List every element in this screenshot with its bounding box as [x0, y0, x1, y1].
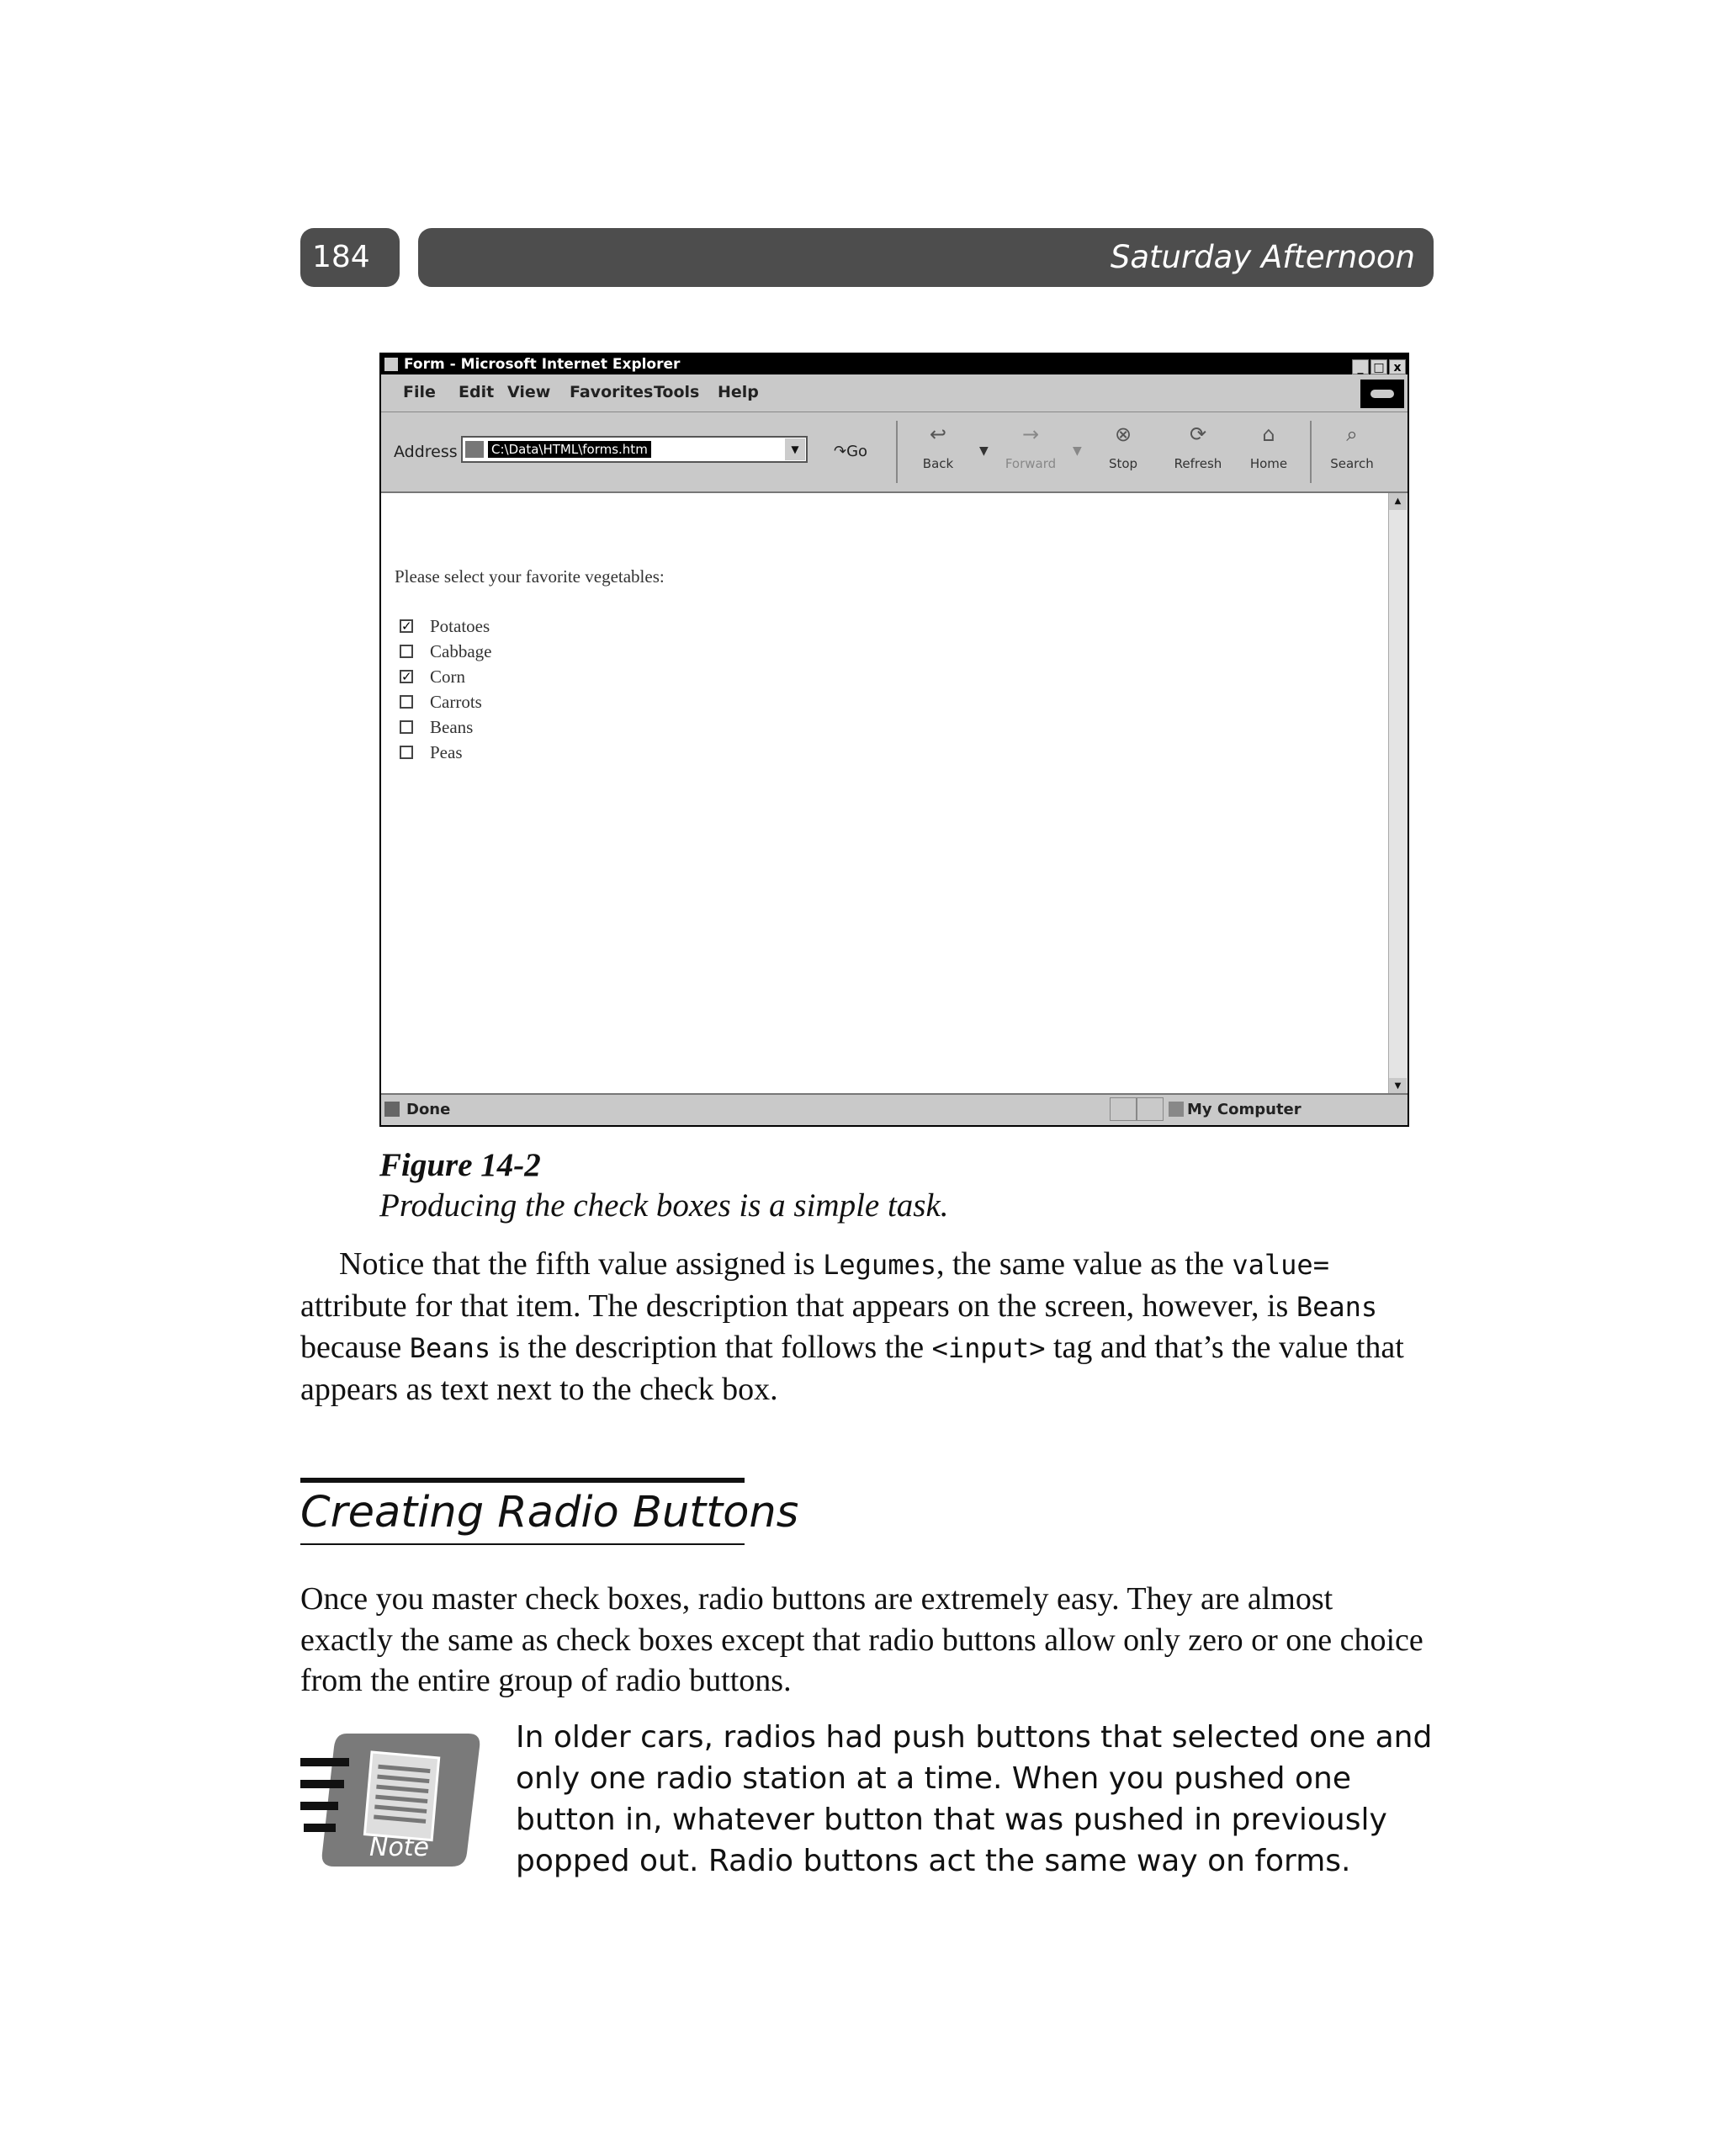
window-title: Form - Microsoft Internet Explorer — [404, 356, 681, 373]
forward-button[interactable] — [1000, 422, 1061, 471]
section-heading: Creating Radio Buttons — [300, 1488, 799, 1537]
maximize-button[interactable]: □ — [1370, 359, 1387, 374]
figure-caption: Producing the check boxes is a simple task. — [379, 1187, 949, 1224]
toolbar-separator — [896, 421, 898, 483]
search-button[interactable] — [1322, 422, 1382, 471]
menu-view[interactable]: View — [507, 383, 551, 401]
status-zone: My Computer — [1187, 1101, 1302, 1118]
status-done: Done — [406, 1101, 451, 1118]
page-content — [381, 493, 1389, 1095]
toolbar-separator — [1310, 421, 1312, 483]
checkbox-peas-box[interactable] — [400, 746, 413, 759]
menu-edit[interactable]: Edit — [459, 383, 495, 401]
stop-label: Stop — [1108, 456, 1138, 471]
menu-bar — [381, 374, 1408, 412]
vertical-scrollbar[interactable] — [1388, 493, 1408, 1095]
paragraph-1 — [300, 1244, 1428, 1410]
code-value-attr: value= — [1232, 1249, 1329, 1281]
minimize-button[interactable]: _ — [1352, 359, 1369, 374]
toolbar — [381, 412, 1408, 493]
stop-icon: ⊗ — [1114, 422, 1132, 446]
menu-tools[interactable]: Tools — [654, 383, 700, 401]
checkbox-beans-box[interactable] — [400, 720, 413, 734]
search-icon: ⌕ — [1346, 422, 1358, 446]
ie-page-icon — [384, 1102, 400, 1117]
forward-dropdown-icon[interactable]: ▼ — [1073, 444, 1082, 458]
page-number: 184 — [300, 228, 400, 287]
heading-underline — [300, 1543, 745, 1545]
go-label: Go — [846, 443, 868, 460]
heading-rule — [300, 1478, 745, 1483]
checkbox-label: Potatoes — [430, 616, 490, 636]
paragraph-2: Once you master check boxes, radio buttons are extremely easy. They are almost exactly the same as check boxes except that radio buttons allow only zero or one choice from the entire group of radio buttons. — [300, 1581, 1423, 1698]
home-button[interactable] — [1238, 422, 1299, 471]
status-panel — [1110, 1097, 1137, 1121]
address-label: Address — [394, 443, 458, 461]
refresh-label: Refresh — [1174, 456, 1222, 471]
checkbox-label: Corn — [430, 666, 465, 687]
back-arrow-icon: ↩ — [929, 422, 947, 446]
para1-text: , the same value as the — [936, 1246, 1233, 1282]
stop-button[interactable] — [1093, 422, 1153, 471]
menu-help[interactable]: Help — [718, 383, 759, 401]
forward-arrow-icon: → — [1021, 422, 1040, 446]
para1-text: is the description that follows the — [490, 1330, 932, 1365]
ie-page-icon — [384, 358, 398, 371]
note-label: Note — [369, 1833, 430, 1862]
home-icon: ⌂ — [1262, 422, 1275, 446]
code-legumes: Legumes — [823, 1249, 936, 1281]
windows-logo-icon — [1360, 380, 1404, 408]
address-bar[interactable] — [461, 436, 808, 463]
menu-favorites[interactable]: Favorites — [570, 383, 654, 401]
note-text: In older cars, radios had push buttons that selected one and only one radio station at a time. When you pushed one button in, whatever button that was pushed in previously popped out. Radio buttons act the same way on forms. — [516, 1720, 1433, 1878]
back-label: Back — [922, 456, 954, 471]
back-dropdown-icon[interactable]: ▼ — [979, 444, 989, 458]
checkbox-carrots-box[interactable] — [400, 695, 413, 709]
code-beans: Beans — [409, 1332, 491, 1364]
scroll-down-icon[interactable]: ▼ — [1389, 1078, 1407, 1095]
address-dropdown-icon[interactable]: ▼ — [785, 438, 805, 460]
checkbox-corn-box[interactable]: ✓ — [401, 669, 412, 684]
search-label: Search — [1330, 456, 1374, 471]
go-button[interactable]: ↷Go — [834, 443, 868, 460]
close-button[interactable]: x — [1389, 359, 1406, 374]
refresh-button[interactable] — [1168, 422, 1228, 471]
form-prompt: Please select your favorite vegetables: — [395, 566, 665, 587]
status-panel — [1137, 1097, 1164, 1121]
checkbox-cabbage-box[interactable] — [400, 645, 413, 658]
running-head: Saturday Afternoon — [418, 228, 1434, 287]
computer-icon — [1169, 1102, 1184, 1117]
status-bar — [381, 1093, 1408, 1125]
refresh-icon: ⟳ — [1189, 422, 1207, 446]
title-bar — [381, 354, 1408, 374]
para1-text: Notice that the fifth value assigned is — [339, 1246, 824, 1282]
checkbox-label: Peas — [430, 742, 463, 762]
back-button[interactable] — [908, 422, 968, 471]
browser-screenshot — [379, 353, 1409, 1127]
menu-file[interactable]: File — [403, 383, 436, 401]
scroll-up-icon[interactable]: ▲ — [1389, 493, 1407, 510]
home-label: Home — [1249, 456, 1288, 471]
page-icon — [465, 441, 484, 458]
code-beans: Beans — [1296, 1290, 1378, 1323]
para1-text: because — [300, 1330, 410, 1365]
note-icon — [300, 1727, 484, 1870]
code-input-tag: <input> — [931, 1332, 1046, 1364]
figure-number: Figure 14-2 — [379, 1147, 541, 1183]
checkbox-label: Cabbage — [430, 641, 492, 661]
checkbox-label: Carrots — [430, 692, 482, 712]
forward-label: Forward — [1005, 456, 1057, 471]
address-value: C:\Data\HTML\forms.htm — [488, 441, 651, 458]
checkbox-potatoes-box[interactable]: ✓ — [401, 619, 412, 634]
checkbox-label: Beans — [430, 717, 474, 737]
para1-text: tag and that’s the value that appears as text next to the check box. — [300, 1330, 1404, 1407]
para1-text: attribute for that item. The description that appears on the screen, however, is — [300, 1288, 1296, 1324]
